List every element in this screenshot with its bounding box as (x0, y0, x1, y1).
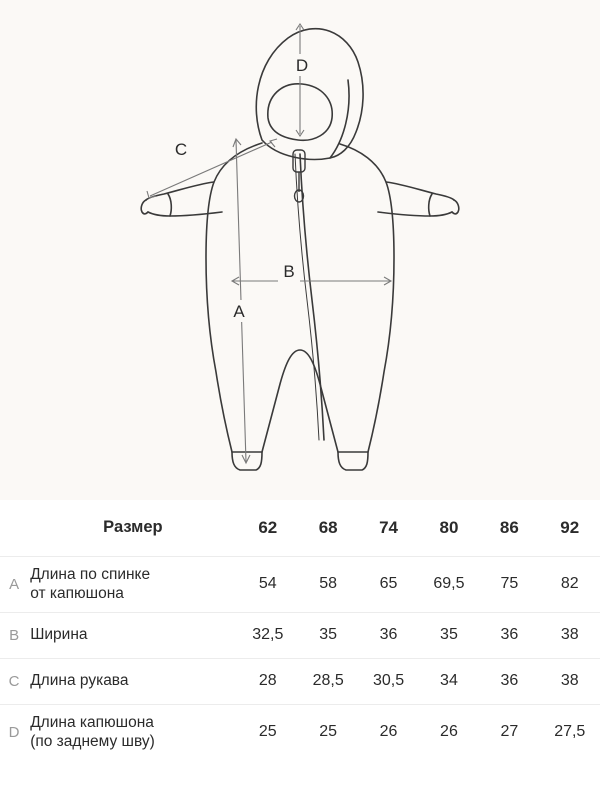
label-d: D (295, 56, 309, 75)
row-a-value-86: 75 (500, 575, 519, 592)
label-b: B (283, 262, 295, 281)
row-b-value-68: 35 (319, 626, 338, 643)
row-d-value-80: 26 (440, 723, 458, 741)
row-label-d-line1: Длина капюшона (30, 713, 154, 731)
header-size-92: 92 (560, 517, 580, 537)
row-letter-d: D (8, 723, 20, 741)
row-c-value-92: 38 (560, 672, 579, 689)
row-label-a-line1: Длина по спинке (30, 565, 151, 583)
row-label-a (28, 556, 237, 612)
row-b-value-86: 36 (500, 626, 519, 643)
row-a-value-74: 65 (379, 575, 398, 592)
table-row (0, 658, 600, 704)
row-label-d (28, 704, 237, 760)
header-size-68: 68 (318, 517, 338, 537)
row-letter-b: B (9, 626, 20, 644)
row-label-c-line1: Длина рукава (30, 672, 129, 690)
row-label-b-line1: Ширина (30, 626, 88, 644)
row-a-value-80: 69,5 (433, 575, 465, 592)
header-size-label: Размер (103, 518, 163, 537)
header-size-62: 62 (258, 517, 278, 537)
row-letter-c: C (8, 672, 20, 690)
row-label-c (28, 658, 237, 704)
header-letter-cell (0, 500, 28, 556)
table-row (0, 556, 600, 612)
row-d-value-68: 25 (319, 723, 338, 741)
table-body (0, 556, 600, 760)
header-size-80: 80 (439, 517, 459, 537)
row-letter-a: A (9, 575, 20, 593)
row-c-value-80: 34 (440, 672, 458, 689)
row-label-b (28, 612, 237, 658)
row-b-value-80: 35 (440, 626, 458, 643)
header-size-86: 86 (499, 517, 519, 537)
row-d-value-86: 27 (500, 723, 519, 741)
row-c-value-68: 28,5 (312, 672, 344, 689)
row-b-value-74: 36 (379, 626, 398, 643)
table-row (0, 612, 600, 658)
row-c-value-86: 36 (500, 672, 519, 689)
label-c: C (174, 140, 188, 159)
table-row (0, 704, 600, 760)
measurements-table (0, 500, 600, 760)
table-header (0, 500, 600, 556)
row-d-value-62: 25 (258, 723, 277, 741)
row-c-value-74: 30,5 (372, 672, 405, 689)
row-b-value-62: 32,5 (252, 626, 284, 643)
row-d-value-92: 27,5 (554, 723, 586, 741)
label-a: A (233, 302, 245, 321)
row-label-d-line2: (по заднему шву) (30, 733, 155, 751)
row-a-value-92: 82 (560, 575, 579, 592)
row-b-value-92: 38 (560, 626, 579, 643)
header-row (0, 500, 600, 556)
row-label-a-line2: от капюшона (30, 585, 124, 602)
row-a-value-68: 58 (319, 575, 338, 592)
row-a-value-62: 54 (258, 575, 277, 592)
header-size-74: 74 (379, 517, 399, 537)
row-c-value-62: 28 (258, 672, 277, 689)
row-d-value-74: 26 (379, 723, 398, 741)
size-table (0, 500, 600, 800)
